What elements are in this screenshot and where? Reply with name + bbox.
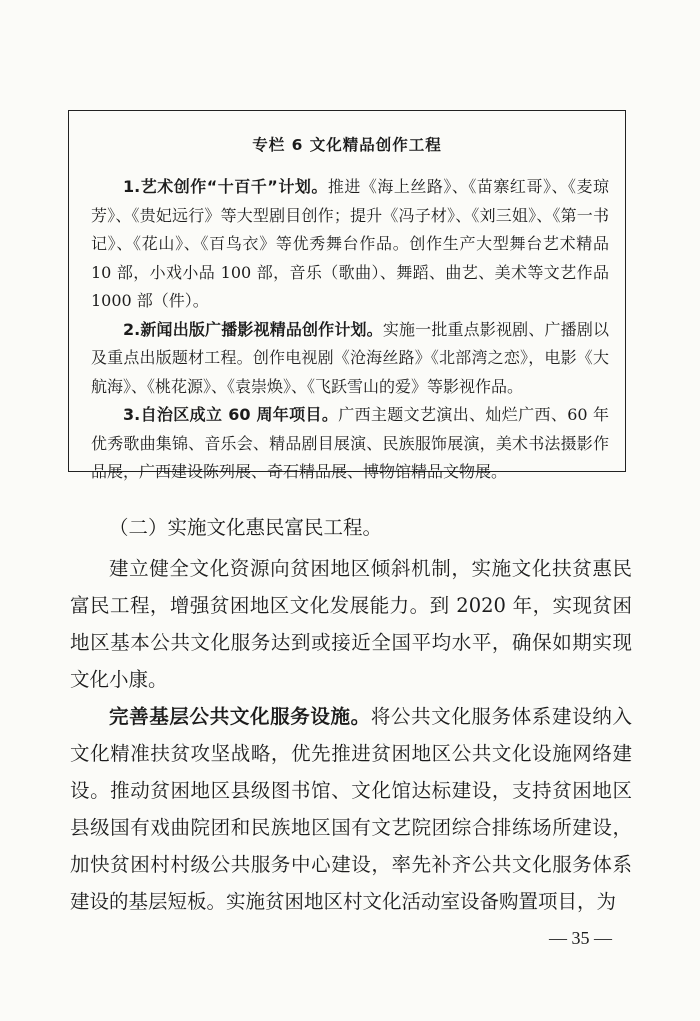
column-box xyxy=(68,110,626,481)
column-item xyxy=(91,316,609,402)
section-subheading: （二）实施文化惠民富民工程。 xyxy=(109,516,383,539)
page-number: — 35 — xyxy=(549,928,612,948)
paragraph-lead: 完善基层公共文化服务设施。 xyxy=(109,705,371,728)
column-item-heading: 3.自治区成立 60 周年项目。 xyxy=(123,405,339,424)
column-item-heading: 1.艺术创作“十百千”计划。 xyxy=(123,177,328,196)
paragraph xyxy=(70,698,632,920)
column-item-text: 广西主题文艺演出、灿烂广西、60 年优秀歌曲集锦、音乐会、精品剧目展演、民族服饰展演，美术书法摄影作品展，广西建设陈列展、奇石精品展、博物馆精品文物展。 xyxy=(91,405,609,481)
paragraph: 建立健全文化资源向贫困地区倾斜机制，实施文化扶贫惠民富民工程，增强贫困地区文化发展能力。到 2020 年，实现贫困地区基本公共文化服务达到或接近全国平均水平，确保如期实现文化小康。 xyxy=(70,557,632,691)
column-item xyxy=(91,173,609,316)
column-title: 专栏 6 文化精品创作工程 xyxy=(252,136,442,154)
paragraph-text: 将公共文化服务体系建设纳入文化精准扶贫攻坚战略，优先推进贫困地区公共文化设施网络建设。推动贫困地区县级图书馆、文化馆达标建设，支持贫困地区县级国有戏曲院团和民族地区国有文艺院团综合排练场所建设，加快贫困村村级公共服务中心建设，率先补齐公共文化服务体系建设的基层短板。实施贫困地区村文化活动室设备购置项目，为 xyxy=(70,705,632,913)
main-text xyxy=(70,509,632,920)
column-item-text: 推进《海上丝路》、《苗寨红哥》、《麦琼芳》、《贵妃远行》等大型剧目创作；提升《冯子材》、《刘三姐》、《第一书记》、《花山》、《百鸟衣》等优秀舞台作品。创作生产大型舞台艺术精品 10 部，小戏小品 100 部，音乐（歌曲）、舞蹈、曲艺、美术等文艺作品 1000 部（件）。 xyxy=(91,177,609,310)
column-item-heading: 2.新闻出版广播影视精品创作计划。 xyxy=(123,319,383,339)
column-item-text: 实施一批重点影视剧、广播剧以及重点出版题材工程。创作电视剧《沧海丝路》《北部湾之恋》，电影《大航海》、《桃花源》、《袁崇焕》、《飞跃雪山的爱》等影视作品。 xyxy=(91,319,609,396)
column-item xyxy=(91,401,609,487)
column-body xyxy=(91,173,609,487)
